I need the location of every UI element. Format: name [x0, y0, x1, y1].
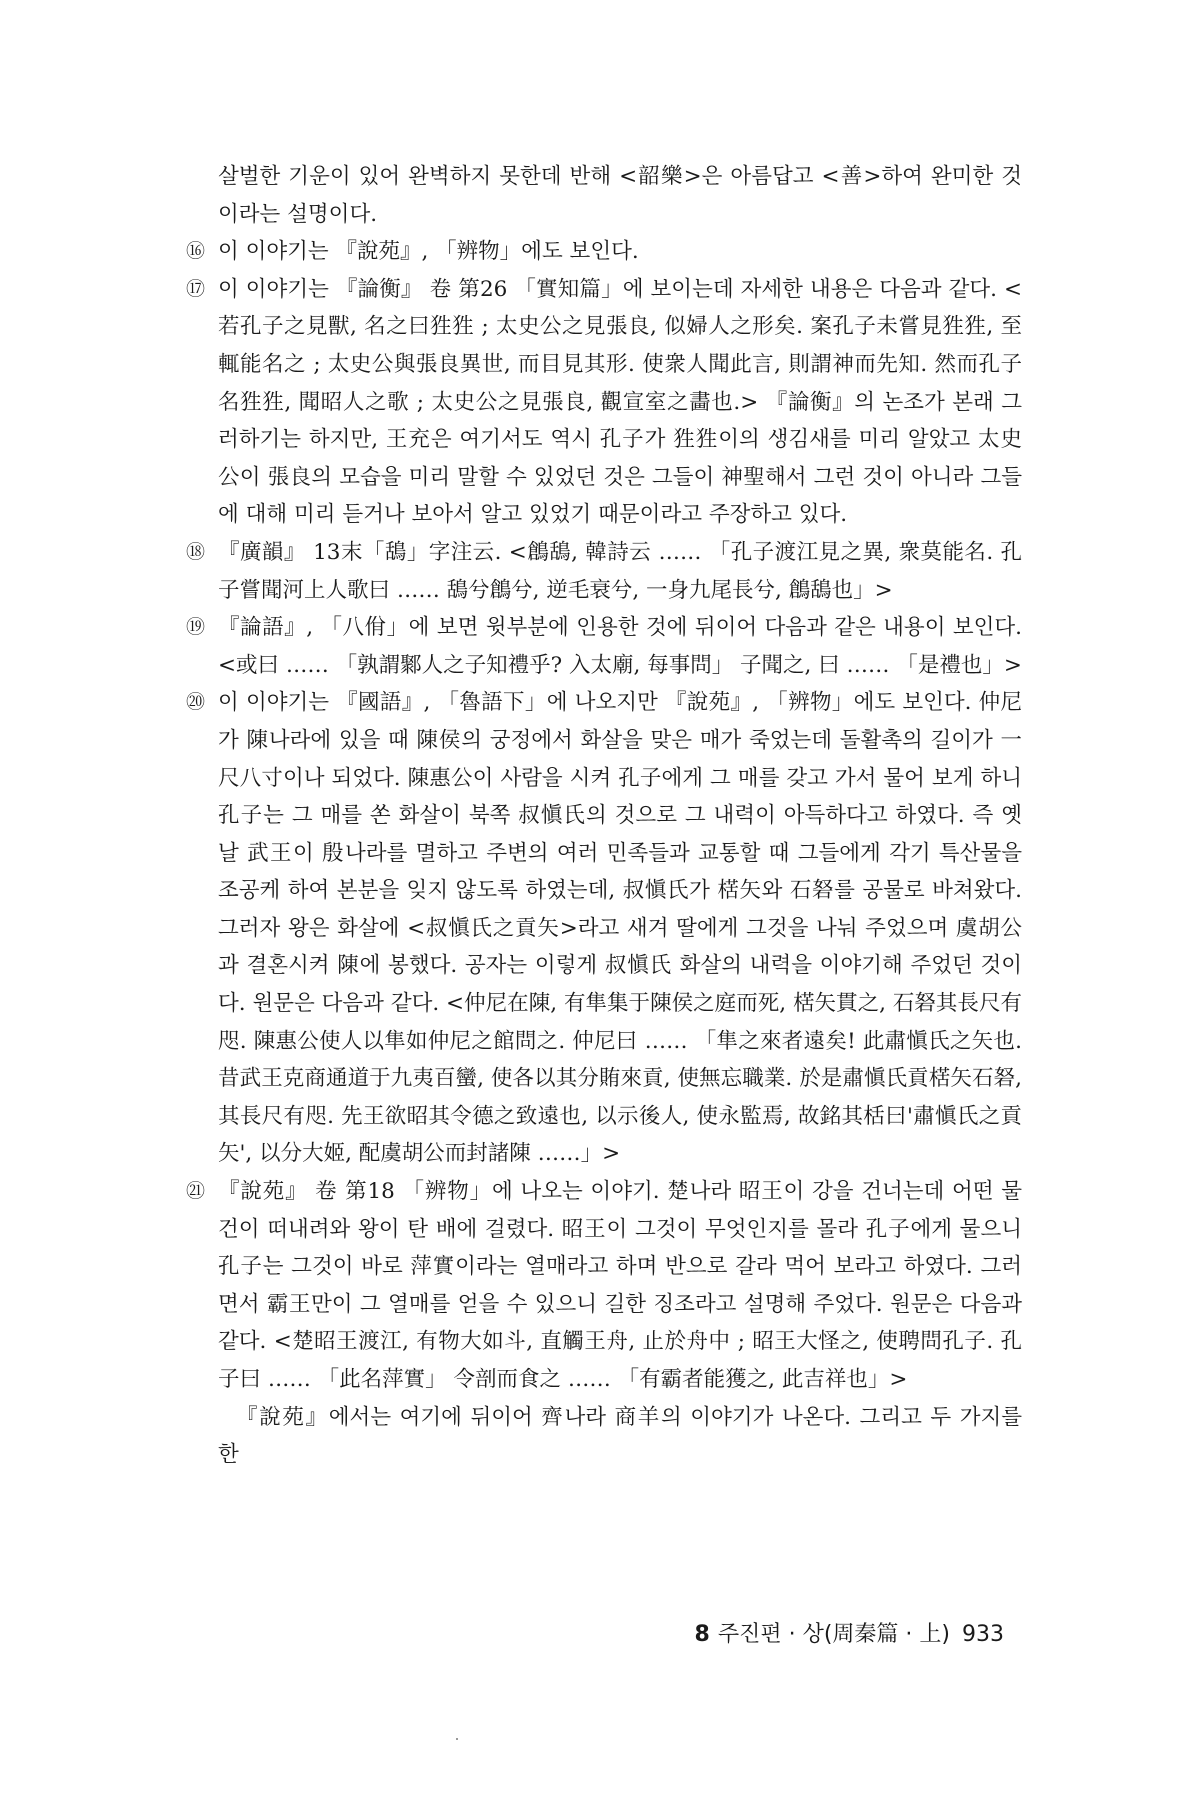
footnote-text: 『說苑』 卷 第18 「辨物」에 나오는 이야기. 楚나라 昭王이 강을 건너는데 어떤 물건이 떠내려와 왕이 탄 배에 걸렸다. 昭王이 그것이 무엇인지를 몰라 孔子에게 물으니 孔子는 그것이 바로 萍實이라는 열매라고 하며 반으로 갈라 먹어 보라고 하였다. 그러면서 霸王만이 그 열매를 얻을 수 있으니 길한 징조라고 설명해 주었다. 원문은 다음과 같다. <楚昭王渡江, 有物大如斗, 直觸王舟, 止於舟中 ; 昭王大怪之, 使聘問孔子. 孔子曰 …… 「此名萍實」 令剖而食之 …… 「有霸者能獲之, 此吉祥也」> [218, 1179, 1022, 1392]
footnote-text: 『廣韻』 13末「鴰」字注云. <鶬鴰, 韓詩云 …… 「孔子渡江見之異, 衆莫能名. 孔子嘗聞河上人歌曰 …… 鴰兮鶬兮, 逆毛衰兮, 一身九尾長兮, 鶬鴰也」> [218, 539, 1022, 603]
scan-speck [456, 1738, 458, 1740]
footnote-text: 『論語』, 「八佾」에 보면 윗부분에 인용한 것에 뒤이어 다음과 같은 내용이 보인다. <或曰 …… 「孰謂鄹人之子知禮乎? 入太廟, 每事問」 子聞之, 曰 …… 「是禮也」> [218, 615, 1022, 678]
footnote-number: ㉑ [186, 1180, 205, 1203]
page-footer [664, 1617, 1004, 1648]
page-number: 933 [962, 1622, 1004, 1647]
footnote-21 [186, 1173, 1022, 1399]
footnote-20 [186, 684, 1022, 1173]
footnote-text: 이 이야기는 『論衡』 卷 第26 「實知篇」에 보이는데 자세한 내용은 다음과 같다. <若孔子之見獸, 名之曰狌狌 ; 太史公之見張良, 似婦人之形矣. 案孔子未嘗見狌狌, 至輒能名之 ; 太史公與張良異世, 而目見其形. 使衆人聞此言, 則謂神而先知. 然而孔子名狌狌, 聞昭人之歌 ; 太史公之見張良, 觀宣室之畵也.> 『論衡』의 논조가 본래 그러하기는 하지만, 王充은 여기서도 역시 孔子가 狌狌이의 생김새를 미리 알았고 太史公이 張良의 모습을 미리 말할 수 있었던 것은 그들이 神聖해서 그런 것이 아니라 그들에 대해 미리 듣거나 보아서 알고 있었기 때문이라고 주장하고 있다. [218, 276, 1022, 528]
page-body [186, 158, 1022, 1474]
footnote-18 [186, 534, 1022, 609]
footnote-number: ⑲ [186, 616, 205, 639]
footnote-number: ⑳ [186, 691, 205, 714]
footnote-number: ⑰ [186, 277, 205, 300]
footnote-16 [186, 233, 1022, 271]
footnote-number: ⑯ [186, 240, 205, 263]
footnote-17 [186, 271, 1022, 534]
section-title: 주진편 · 상(周秦篇 · 上) [717, 1622, 950, 1647]
footnote-number: ⑱ [186, 540, 205, 563]
footnote-19 [186, 609, 1022, 684]
continuation-paragraph: 살벌한 기운이 있어 완벽하지 못한데 반해 <韶樂>은 아름답고 <善>하여 완미한 것이라는 설명이다. [218, 164, 1022, 227]
footnote-text: 이 이야기는 『說苑』, 「辨物」에도 보인다. [218, 239, 639, 265]
chapter-number: 8 [694, 1622, 710, 1647]
trailing-paragraph: 『說苑』에서는 여기에 뒤이어 齊나라 商羊의 이야기가 나온다. 그리고 두 가지를 한 [218, 1404, 1022, 1468]
footnote-text: 이 이야기는 『國語』, 「魯語下」에 나오지만 『說苑』, 「辨物」에도 보인다. 仲尼가 陳나라에 있을 때 陳侯의 궁정에서 화살을 맞은 매가 죽었는데 돌활촉의 길이가 一尺八寸이나 되었다. 陳惠公이 사람을 시켜 孔子에게 그 매를 갖고 가서 물어 보게 하니 孔子는 그 매를 쏜 화살이 북쪽 叔愼氏의 것으로 그 내력이 아득하다고 하였다. 즉 옛날 武王이 殷나라를 멸하고 주변의 여러 민족들과 교통할 때 그들에게 각기 특산물을 조공케 하여 본분을 잊지 않도록 하였는데, 叔愼氏가 楛矢와 石砮를 공물로 바쳐왔다. 그러자 왕은 화살에 <叔愼氏之貢矢>라고 새겨 딸에게 그것을 나눠 주었으며 虞胡公과 결혼시켜 陳에 봉했다. 공자는 이렇게 叔愼氏 화살의 내력을 이야기해 주었던 것이다. 원문은 다음과 같다. <仲尼在陳, 有隼集于陳侯之庭而死, 楛矢貫之, 石砮其長尺有咫. 陳惠公使人以隼如仲尼之館問之. 仲尼曰 …… 「隼之來者遠矣! 此肅愼氏之矢也. 昔武王克商通道于九夷百蠻, 使各以其分賄來貢, 使無忘職業. 於是肅愼氏貢楛矢石砮, 其長尺有咫. 先王欲昭其令德之致遠也, 以示後人, 使永監焉, 故銘其栝曰'肅愼氏之貢矢', 以分大姬, 配虞胡公而封諸陳 ……」> [218, 690, 1022, 1167]
